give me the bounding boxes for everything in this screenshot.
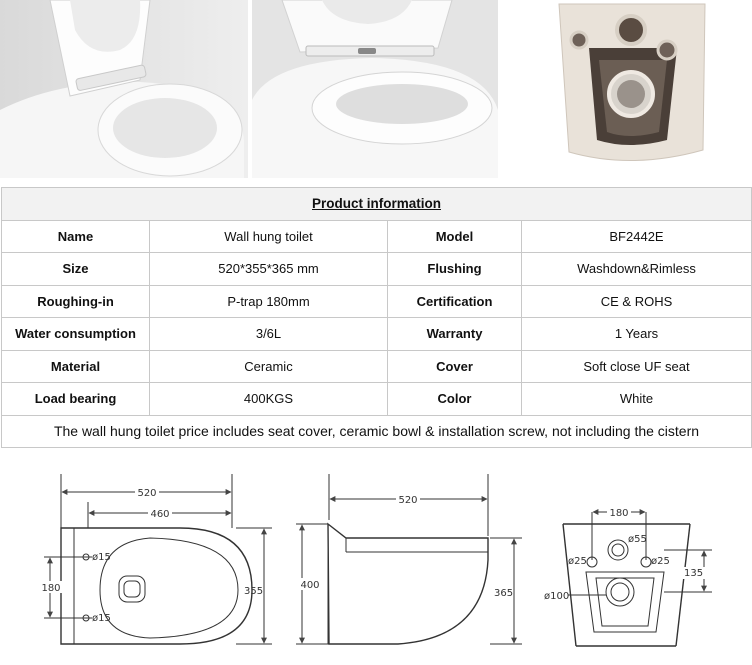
- label-roughing-in: Roughing-in: [2, 285, 150, 318]
- top-view-drawing: [44, 474, 272, 644]
- dim-back-right-hole: ø25: [651, 556, 670, 567]
- value-size: 520*355*365 mm: [150, 253, 388, 286]
- dim-back-outlet: ø100: [544, 591, 570, 602]
- table-row: [2, 220, 752, 253]
- photo-rear-view: [517, 0, 752, 178]
- label-water-consumption: Water consumption: [2, 318, 150, 351]
- table-row: [2, 383, 752, 416]
- table-row: [2, 318, 752, 351]
- product-info-table: [1, 187, 752, 448]
- label-material: Material: [2, 350, 150, 383]
- dim-back-spacing: 180: [609, 508, 629, 519]
- dim-side-width: 520: [398, 495, 418, 506]
- value-model: BF2442E: [522, 220, 752, 253]
- dim-side-height: 365: [494, 588, 514, 599]
- dim-back-center-hole: ø55: [628, 534, 647, 545]
- value-water-consumption: 3/6L: [150, 318, 388, 351]
- dim-back-left-hole: ø25: [568, 556, 587, 567]
- table-note: The wall hung toilet price includes seat cover, ceramic bowl & installation screw, not including the cistern: [2, 415, 752, 448]
- label-warranty: Warranty: [388, 318, 522, 351]
- value-flushing: Washdown&Rimless: [522, 253, 752, 286]
- dim-top-hole-b: ø15: [92, 613, 111, 624]
- dim-top-hole-a: ø15: [92, 552, 111, 563]
- label-certification: Certification: [388, 285, 522, 318]
- product-photos: [0, 0, 752, 178]
- dim-top-depth: 355: [244, 586, 264, 597]
- dim-side-wall-height: 400: [300, 580, 320, 591]
- table-row: [2, 350, 752, 383]
- value-load-bearing: 400KGS: [150, 383, 388, 416]
- value-certification: CE & ROHS: [522, 285, 752, 318]
- label-flushing: Flushing: [388, 253, 522, 286]
- value-name: Wall hung toilet: [150, 220, 388, 253]
- value-cover: Soft close UF seat: [522, 350, 752, 383]
- dim-top-holes: 180: [41, 583, 61, 594]
- photo-seat-hinge: [252, 0, 498, 178]
- photo-seat-open: [0, 0, 248, 178]
- label-size: Size: [2, 253, 150, 286]
- value-roughing-in: P-trap 180mm: [150, 285, 388, 318]
- table-row: [2, 253, 752, 286]
- value-warranty: 1 Years: [522, 318, 752, 351]
- dim-back-height: 135: [684, 568, 704, 579]
- label-load-bearing: Load bearing: [2, 383, 150, 416]
- label-color: Color: [388, 383, 522, 416]
- technical-drawings: [0, 462, 752, 660]
- table-row: [2, 285, 752, 318]
- dim-top-inner: 460: [150, 509, 170, 520]
- value-material: Ceramic: [150, 350, 388, 383]
- label-model: Model: [388, 220, 522, 253]
- table-title: Product information: [2, 188, 752, 221]
- dim-top-width: 520: [137, 488, 157, 499]
- label-name: Name: [2, 220, 150, 253]
- label-cover: Cover: [388, 350, 522, 383]
- value-color: White: [522, 383, 752, 416]
